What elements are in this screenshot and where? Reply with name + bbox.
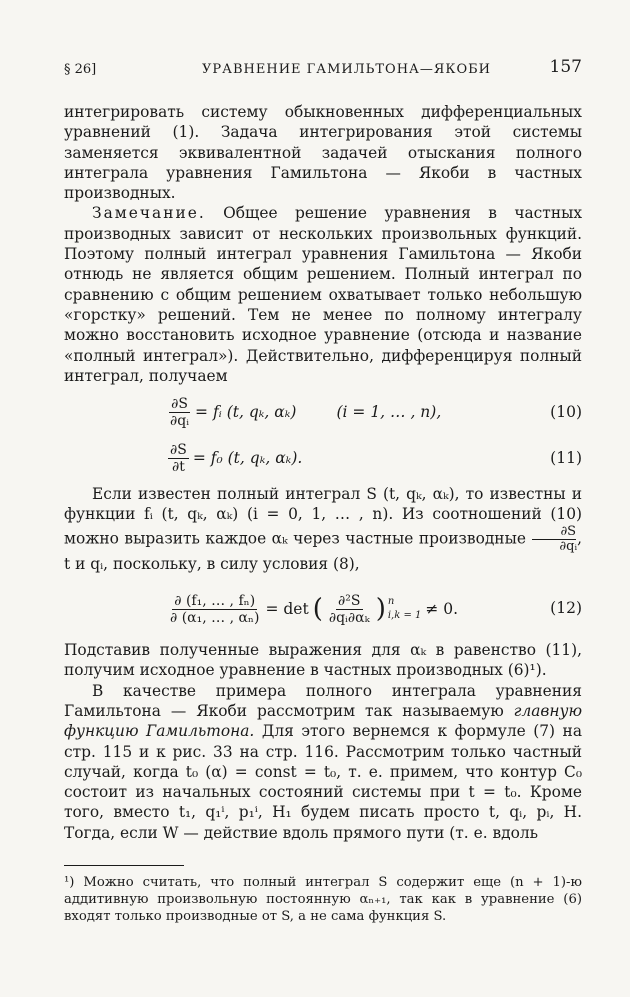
eq11-numerator: ∂S xyxy=(170,441,187,458)
running-title: УРАВНЕНИЕ ГАМИЛЬТОНА—ЯКОБИ xyxy=(202,62,491,77)
eq12-jacobian-top: ∂ (f₁, … , fₙ) xyxy=(174,592,256,609)
equation-12 xyxy=(64,584,582,634)
eq12-paren-open: ( xyxy=(312,594,323,625)
p3-text-a: Если известен полный интеграл S (t, qₖ, αₖ), то известны и функции fᵢ (t, qₖ, αₖ) (i = 0, 1, … , n). Из соотношений (10) можно выразить каждое αₖ через частные производные xyxy=(64,485,582,548)
eq12-label: (12) xyxy=(550,599,582,618)
eq12-power: n xyxy=(387,596,395,608)
p5-text-a: В качестве примера полного интеграла уравнения Гамильтона — Якоби рассмотрим так называемую xyxy=(64,681,582,720)
p3-inline-fraction xyxy=(531,525,577,554)
page-number: 157 xyxy=(549,57,582,77)
p3-text-b: , t и qᵢ, поскольку, в силу условия (8), xyxy=(64,529,582,573)
paragraph-1: интегрировать систему обыкновенных дифференциальных уравнений (1). Задача интегрирования этой системы заменяется эквивалентной задачей отыскания полного интеграла уравнения Гамильтона — Якоби в частных производных. xyxy=(64,103,582,203)
remark-text: Общее решение уравнения в частных производных зависит от нескольких произвольных функций. Поэтому полный интеграл уравнения Гамильтона — Якоби отнюдь не является общим решением. Полный интеграл по сравнению с общим решением охватывает только небольшую «горстку» решений. Тем не менее по полному интегралу можно восстановить исходное уравнение (отсюда и название «полный интеграл»). Действительно, дифференцируя полный интеграл, получаем xyxy=(64,204,582,385)
eq12-tail: ≠ 0. xyxy=(425,599,459,618)
p5-text-b: Для этого вернемся к формуле (7) на стр. 115 и к рис. 33 на стр. 116. Рассмотрим только частный случай, когда t₀ (α) = const = t₀, т. е. примем, что контур C₀ состоит из начальных состояний системы при t = t₀. Кроме того, вместо t₁, q₁ⁱ, p₁ⁱ, H₁ будем писать просто t, qᵢ, pᵢ, H. Тогда, если W — действие вдоль прямого пути (т. е. вдоль xyxy=(64,722,582,842)
p3-frac-top: ∂S xyxy=(532,525,576,540)
paragraph-4: Подставив полученные выражения для αₖ в равенство (11), получим исходное уравнение в частных производных (6)¹). xyxy=(64,641,582,680)
eq10-numerator: ∂S xyxy=(171,395,188,412)
section-marker: § 26] xyxy=(64,62,97,77)
eq10-rhs: = fᵢ (t, qₖ, αₖ) xyxy=(195,403,297,421)
eq10-condition: (i = 1, … , n), xyxy=(336,403,442,421)
body-text xyxy=(64,102,582,843)
page xyxy=(64,58,582,925)
eq12-jacobian-bot: ∂ (α₁, … , αₙ) xyxy=(170,609,260,626)
eq10-fraction xyxy=(168,396,191,429)
eq12-inner-fraction xyxy=(327,593,372,626)
eq12-indices xyxy=(388,595,422,623)
eq12-det: = det xyxy=(265,599,309,618)
eq11-fraction xyxy=(168,442,189,475)
paragraph-3 xyxy=(64,484,582,574)
remark-label: Замечание. xyxy=(92,204,206,223)
footnote-rule xyxy=(64,865,184,866)
paragraph-5 xyxy=(64,681,582,843)
paragraph-remark xyxy=(64,203,582,386)
eq12-paren-close: ) xyxy=(375,594,386,625)
eq11-label: (11) xyxy=(550,449,582,468)
eq12-jacobian xyxy=(168,593,261,626)
eq10-label: (10) xyxy=(550,403,582,422)
eq11-denominator: ∂t xyxy=(171,458,185,475)
eq10-denominator: ∂qᵢ xyxy=(170,412,190,429)
equation-10 xyxy=(64,392,582,432)
eq12-inner-top: ∂²S xyxy=(338,592,361,609)
footnote: ¹) Можно считать, что полный интеграл S содержит еще (n + 1)-ю аддитивную произвольную постоянную αₙ₊₁, так как в уравнение (6) входят только производные от S, а не сама функция S. xyxy=(64,875,582,925)
equation-11 xyxy=(64,438,582,478)
eq12-inner-bot: ∂qᵢ∂αₖ xyxy=(328,609,370,626)
eq11-rhs: = f₀ (t, qₖ, αₖ). xyxy=(192,449,303,467)
p5-emphasis: главную функцию Гамильтона. xyxy=(64,701,582,741)
eq12-index-range: i,k = 1 xyxy=(387,610,422,622)
running-header xyxy=(64,58,582,82)
p3-frac-bot: ∂qᵢ xyxy=(559,538,578,554)
